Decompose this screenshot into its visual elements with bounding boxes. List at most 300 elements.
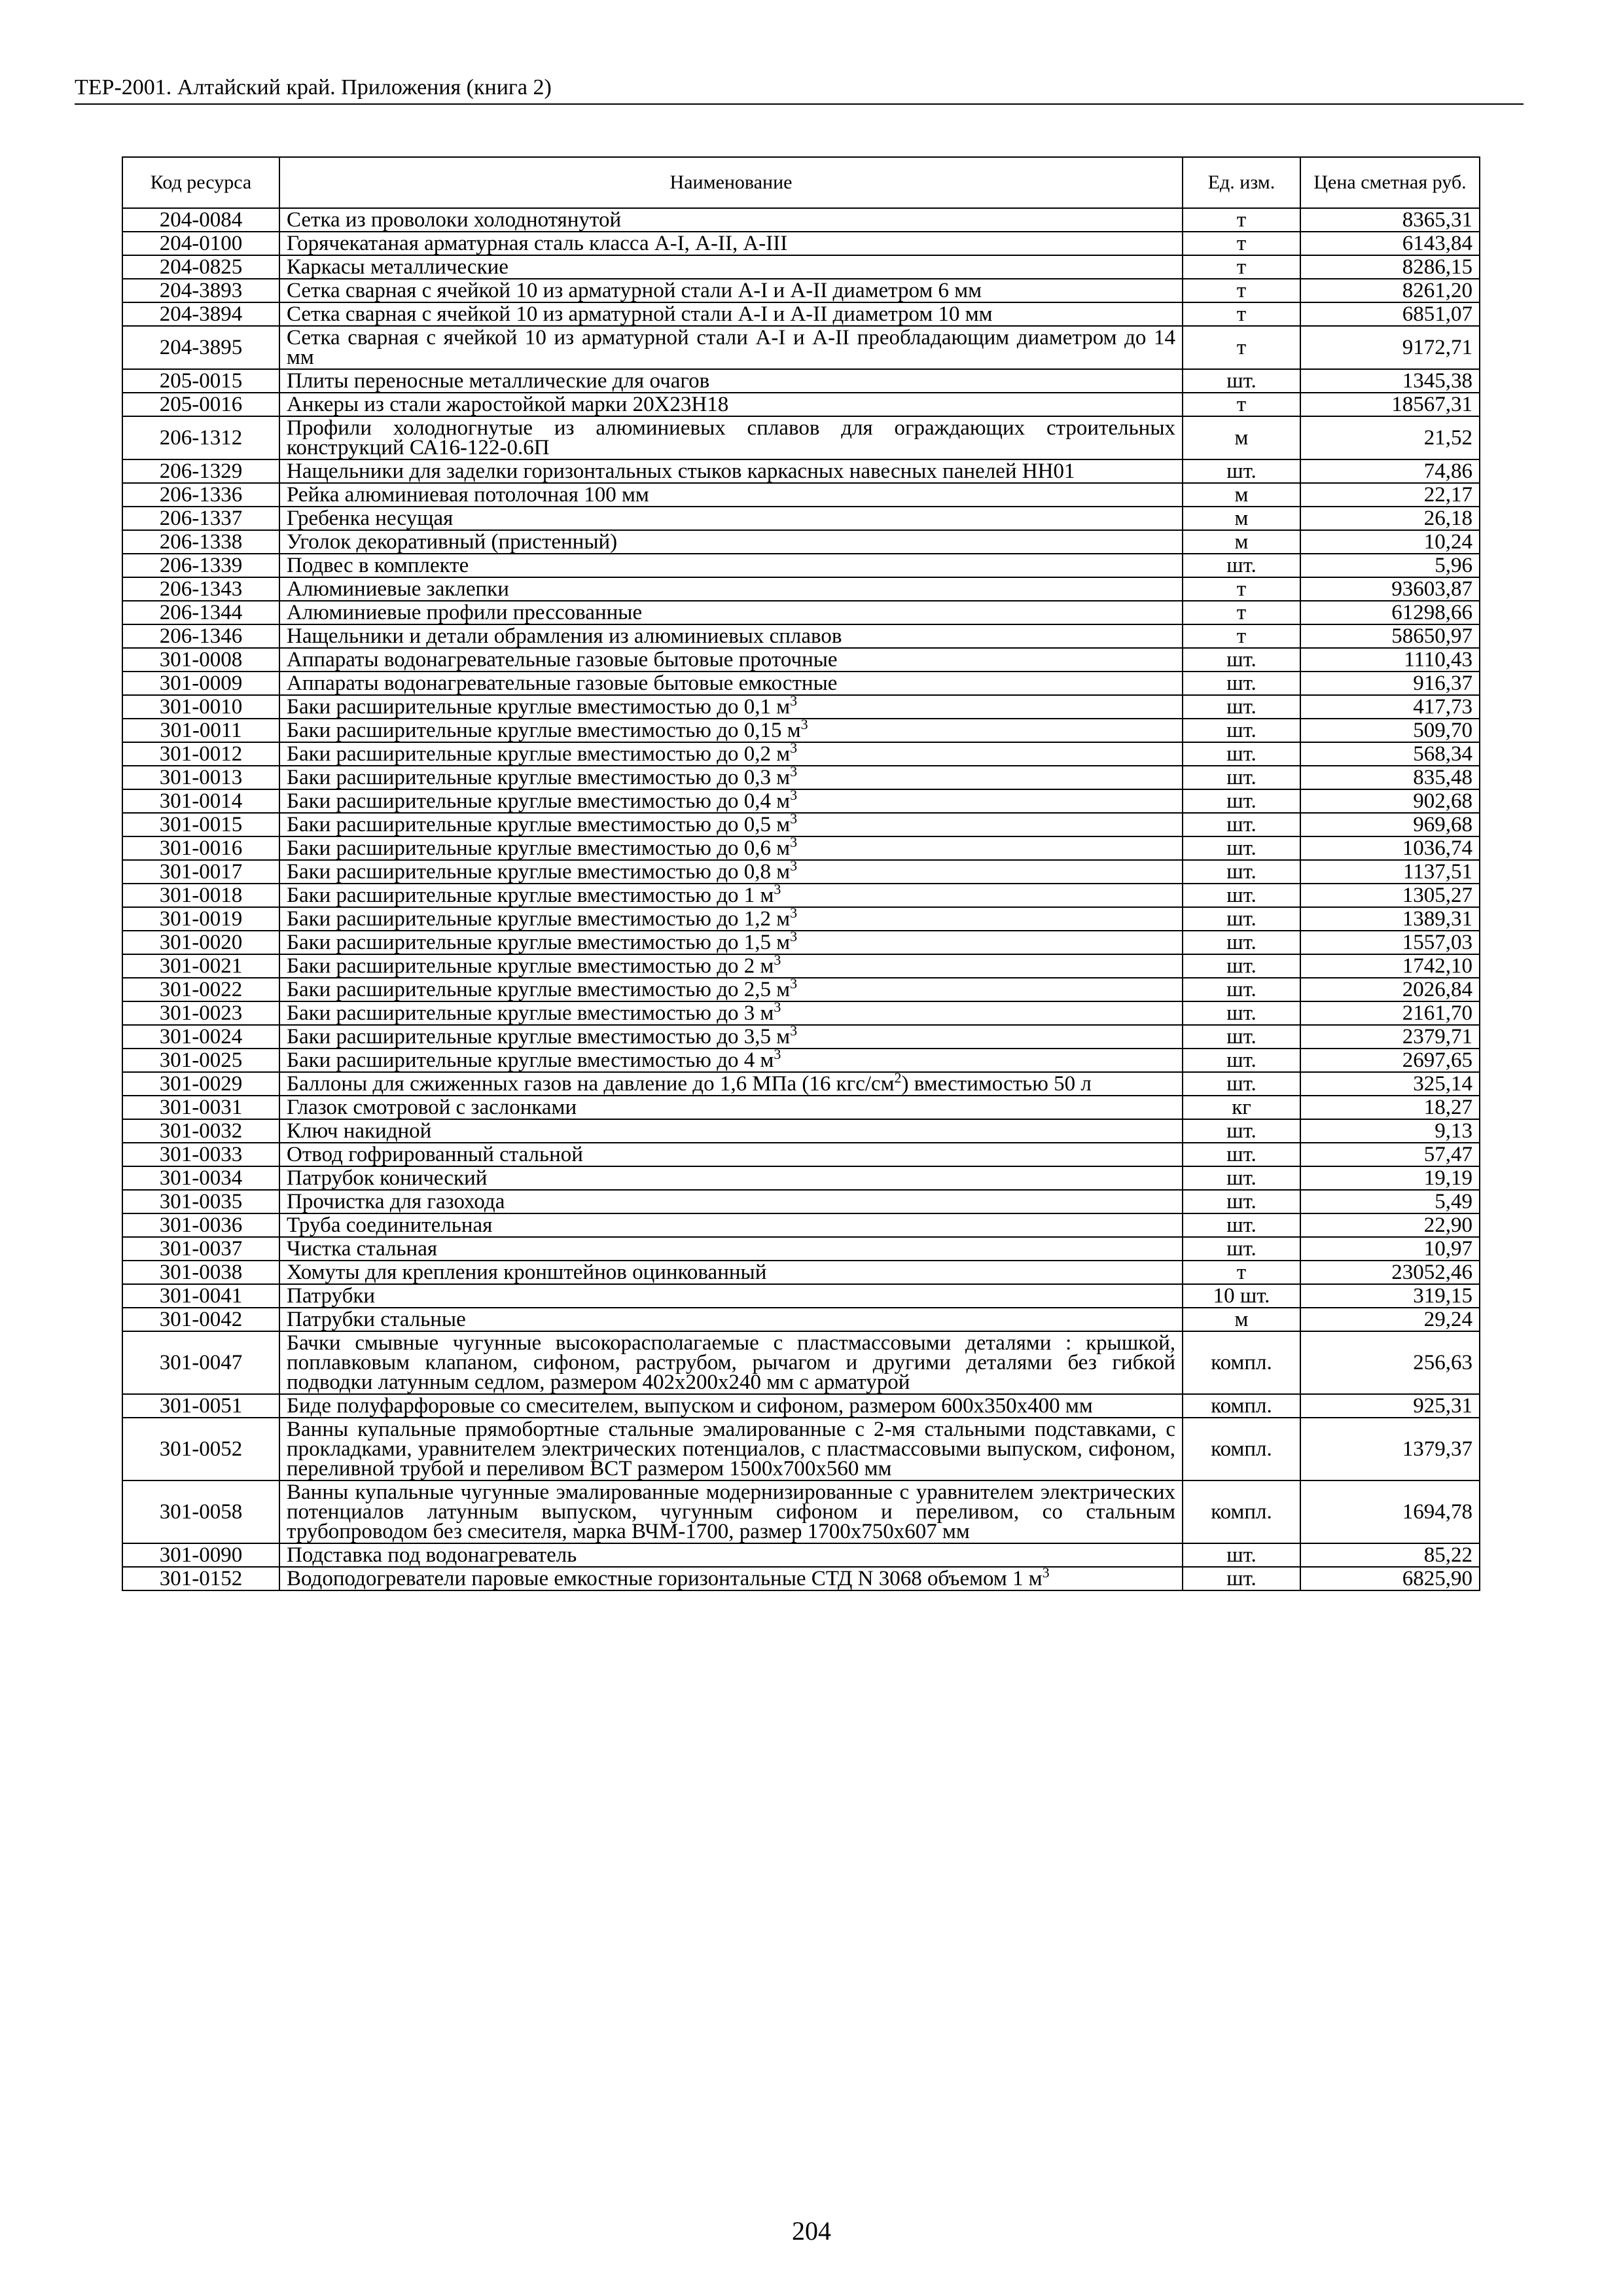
table-row (122, 577, 1480, 601)
resource-name-text: Ключ накидной (287, 1119, 432, 1143)
resource-name (279, 810, 1183, 836)
table-row (122, 507, 1480, 530)
estimated-price: 58650,97 (1300, 624, 1480, 648)
resource-name (279, 1119, 1183, 1143)
estimated-price: 319,15 (1300, 1284, 1480, 1308)
estimated-price: 93603,87 (1300, 577, 1480, 601)
resource-name (279, 1564, 1183, 1590)
unit-of-measure: шт. (1183, 1237, 1300, 1261)
table-row (122, 884, 1480, 907)
resource-name-text: Баки расширительные круглые вместимостью до 0,1 м (287, 695, 791, 719)
resource-code: 301-0022 (122, 978, 279, 1001)
resource-name-text: Баки расширительные круглые вместимостью до 0,6 м (287, 836, 791, 860)
resource-code: 301-0058 (122, 1480, 279, 1543)
table-row (122, 1308, 1480, 1331)
unit-exponent: 3 (774, 952, 781, 968)
estimated-price: 902,68 (1300, 789, 1480, 813)
resource-name (279, 1394, 1183, 1418)
resource-name-text: Аппараты водонагревательные газовые бытовые проточные (287, 648, 838, 672)
resource-name-text: Чистка стальная (287, 1237, 438, 1261)
table-row (122, 907, 1480, 931)
estimated-price: 9172,71 (1300, 326, 1480, 369)
resource-code: 301-0032 (122, 1119, 279, 1143)
estimated-price: 1137,51 (1300, 860, 1480, 884)
resource-code: 206-1346 (122, 624, 279, 648)
resource-code: 301-0009 (122, 672, 279, 695)
resource-name-text: Патрубки стальные (287, 1308, 466, 1331)
resource-code: 301-0018 (122, 884, 279, 907)
table-row (122, 672, 1480, 695)
resource-name-text: Подставка под водонагреватель (287, 1543, 577, 1567)
estimated-price: 10,97 (1300, 1237, 1480, 1261)
estimated-price: 22,90 (1300, 1213, 1480, 1237)
unit-of-measure: компл. (1183, 1331, 1300, 1394)
unit-of-measure: шт. (1183, 695, 1300, 719)
table-row (122, 1567, 1480, 1590)
table-row (122, 1001, 1480, 1025)
estimated-price: 417,73 (1300, 695, 1480, 719)
resource-name (279, 763, 1183, 789)
unit-exponent: 3 (790, 1022, 798, 1039)
unit-of-measure: т (1183, 1261, 1300, 1284)
resource-name (279, 1480, 1183, 1543)
table-row (122, 954, 1480, 978)
resource-name (279, 692, 1183, 719)
resource-name-text: Профили холодногнутые из алюминиевых сплавов для ограждающих строительных конструкций СА16-122-0.6П (287, 416, 1175, 459)
resource-name-text: Баки расширительные круглые вместимостью до 2 м (287, 954, 774, 978)
table-row (122, 1543, 1480, 1567)
resource-name (279, 1308, 1183, 1331)
price-table (122, 156, 1480, 1591)
unit-of-measure: т (1183, 279, 1300, 302)
table-row (122, 860, 1480, 884)
estimated-price: 8286,15 (1300, 255, 1480, 279)
resource-code: 204-0084 (122, 208, 279, 232)
resource-code: 301-0051 (122, 1394, 279, 1418)
resource-code: 301-0019 (122, 907, 279, 931)
unit-of-measure: шт. (1183, 1143, 1300, 1166)
unit-of-measure: шт. (1183, 1567, 1300, 1590)
resource-code: 301-0023 (122, 1001, 279, 1025)
unit-of-measure: шт. (1183, 459, 1300, 483)
resource-code: 301-0015 (122, 813, 279, 836)
resource-name-text: Баки расширительные круглые вместимостью до 1,5 м (287, 931, 791, 954)
resource-name-text: Хомуты для крепления кронштейнов оцинкованный (287, 1261, 767, 1284)
estimated-price: 509,70 (1300, 719, 1480, 742)
estimated-price: 568,34 (1300, 742, 1480, 766)
resource-name-tail: ) вместимостью 50 л (901, 1072, 1092, 1096)
unit-of-measure: шт. (1183, 907, 1300, 931)
resource-code: 206-1339 (122, 554, 279, 577)
table-row (122, 836, 1480, 860)
resource-name (279, 279, 1183, 302)
table-row (122, 1213, 1480, 1237)
resource-name-text: Отвод гофрированный стальной (287, 1143, 583, 1166)
table-row (122, 1025, 1480, 1049)
resource-name (279, 1001, 1183, 1025)
resource-name-text: Гребенка несущая (287, 507, 454, 530)
resource-code: 204-3895 (122, 326, 279, 369)
table-row (122, 719, 1480, 742)
resource-name (279, 648, 1183, 672)
resource-name (279, 1213, 1183, 1237)
table-row (122, 208, 1480, 232)
resource-name (279, 881, 1183, 907)
estimated-price: 6143,84 (1300, 232, 1480, 255)
resource-name-text: Нащельники для заделки горизонтальных стыков каркасных навесных панелей НН01 (287, 459, 1075, 483)
estimated-price: 61298,66 (1300, 601, 1480, 624)
unit-of-measure: м (1183, 507, 1300, 530)
unit-of-measure: шт. (1183, 813, 1300, 836)
estimated-price: 1694,78 (1300, 1480, 1480, 1543)
table-row (122, 302, 1480, 326)
unit-of-measure: шт. (1183, 954, 1300, 978)
unit-of-measure: шт. (1183, 836, 1300, 860)
resource-code: 301-0017 (122, 860, 279, 884)
resource-code: 301-0013 (122, 766, 279, 789)
table-row (122, 530, 1480, 554)
resource-code: 301-0052 (122, 1418, 279, 1480)
table-row (122, 1394, 1480, 1418)
resource-name-text: Биде полуфарфоровые со смесителем, выпуском и сифоном, размером 600х350х400 мм (287, 1394, 1093, 1418)
resource-code: 206-1344 (122, 601, 279, 624)
unit-of-measure: т (1183, 232, 1300, 255)
resource-name-text: Бачки смывные чугунные высокорасполагаемые с пластмассовыми деталями : крышкой, поплавковым клапаном, сифоном, раструбом, рычагом и другими деталями без гибкой подводки латунным седлом, размером 402х200х240 мм с арматурой (287, 1331, 1175, 1394)
unit-of-measure: шт. (1183, 860, 1300, 884)
table-row (122, 1190, 1480, 1213)
estimated-price: 8261,20 (1300, 279, 1480, 302)
unit-of-measure: шт. (1183, 1213, 1300, 1237)
resource-name (279, 716, 1183, 742)
table-row (122, 279, 1480, 302)
resource-name (279, 554, 1183, 577)
resource-name (279, 928, 1183, 954)
resource-name (279, 208, 1183, 232)
resource-code: 301-0016 (122, 836, 279, 860)
estimated-price: 1110,43 (1300, 648, 1480, 672)
unit-exponent: 3 (790, 857, 798, 874)
unit-of-measure: шт. (1183, 1166, 1300, 1190)
table-row (122, 232, 1480, 255)
resource-code: 205-0016 (122, 393, 279, 416)
resource-name (279, 369, 1183, 393)
table-row (122, 1166, 1480, 1190)
table-row (122, 766, 1480, 789)
resource-name-text: Баки расширительные круглые вместимостью до 2,5 м (287, 978, 791, 1001)
table-row (122, 813, 1480, 836)
running-header: ТЕР-2001. Алтайский край. Приложения (книга 2) (75, 73, 1524, 105)
estimated-price: 2379,71 (1300, 1025, 1480, 1049)
resource-name-text: Баки расширительные круглые вместимостью до 3 м (287, 1001, 774, 1025)
estimated-price: 1345,38 (1300, 369, 1480, 393)
resource-code: 301-0033 (122, 1143, 279, 1166)
unit-of-measure: м (1183, 1308, 1300, 1331)
resource-code: 301-0034 (122, 1166, 279, 1190)
resource-name (279, 954, 1183, 978)
unit-exponent: 3 (790, 810, 798, 827)
resource-name (279, 577, 1183, 601)
resource-name (279, 483, 1183, 507)
unit-of-measure: шт. (1183, 1543, 1300, 1567)
resource-code: 301-0047 (122, 1331, 279, 1394)
estimated-price: 2161,70 (1300, 1001, 1480, 1025)
column-header-code: Код ресурса (122, 157, 279, 208)
unit-of-measure: шт. (1183, 719, 1300, 742)
estimated-price: 29,24 (1300, 1308, 1480, 1331)
unit-of-measure: шт. (1183, 742, 1300, 766)
estimated-price: 9,13 (1300, 1119, 1480, 1143)
resource-name (279, 232, 1183, 255)
estimated-price: 1742,10 (1300, 954, 1480, 978)
resource-name-text: Горячекатаная арматурная сталь класса А-I, А-II, А-III (287, 232, 788, 255)
table-row (122, 483, 1480, 507)
resource-code: 204-0825 (122, 255, 279, 279)
unit-of-measure: 10 шт. (1183, 1284, 1300, 1308)
resource-code: 301-0008 (122, 648, 279, 672)
resource-name-text: Уголок декоративный (пристенный) (287, 530, 618, 554)
resource-code: 206-1312 (122, 416, 279, 459)
table-row (122, 1119, 1480, 1143)
resource-name-text: Анкеры из стали жаростойкой марки 20Х23Н18 (287, 393, 729, 416)
estimated-price: 325,14 (1300, 1072, 1480, 1096)
resource-name (279, 416, 1183, 459)
estimated-price: 18,27 (1300, 1096, 1480, 1119)
resource-name-text: Сетка сварная с ячейкой 10 из арматурной стали А-I и А-II диаметром 6 мм (287, 279, 982, 302)
resource-code: 301-0152 (122, 1567, 279, 1590)
resource-name (279, 1237, 1183, 1261)
resource-code: 206-1343 (122, 577, 279, 601)
table-row (122, 1096, 1480, 1119)
table-row (122, 601, 1480, 624)
resource-code: 301-0012 (122, 742, 279, 766)
resource-name-text: Баки расширительные круглые вместимостью до 0,8 м (287, 860, 791, 884)
unit-exponent: 3 (790, 692, 798, 709)
unit-of-measure: шт. (1183, 1049, 1300, 1072)
table-header-row (122, 157, 1480, 208)
estimated-price: 21,52 (1300, 416, 1480, 459)
resource-code: 301-0031 (122, 1096, 279, 1119)
resource-name (279, 1143, 1183, 1166)
estimated-price: 835,48 (1300, 766, 1480, 789)
resource-name (279, 1331, 1183, 1394)
estimated-price: 10,24 (1300, 530, 1480, 554)
table-row (122, 459, 1480, 483)
unit-of-measure: шт. (1183, 554, 1300, 577)
column-header-unit: Ед. изм. (1183, 157, 1300, 208)
resource-name (279, 1046, 1183, 1072)
resource-code: 205-0015 (122, 369, 279, 393)
resource-name (279, 1261, 1183, 1284)
resource-name-text: Подвес в комплекте (287, 554, 469, 577)
unit-of-measure: т (1183, 208, 1300, 232)
resource-name-text: Баки расширительные круглые вместимостью до 0,3 м (287, 766, 791, 789)
unit-of-measure: т (1183, 255, 1300, 279)
table-row (122, 416, 1480, 459)
table-row (122, 1418, 1480, 1480)
unit-exponent: 3 (790, 740, 798, 756)
table-row (122, 255, 1480, 279)
unit-of-measure: м (1183, 416, 1300, 459)
unit-exponent: 3 (774, 999, 781, 1015)
estimated-price: 85,22 (1300, 1543, 1480, 1567)
resource-name-text: Прочистка для газохода (287, 1190, 505, 1213)
unit-of-measure: шт. (1183, 1119, 1300, 1143)
table-row (122, 648, 1480, 672)
table-row (122, 326, 1480, 369)
estimated-price: 1036,74 (1300, 836, 1480, 860)
unit-of-measure: шт. (1183, 766, 1300, 789)
unit-of-measure: кг (1183, 1096, 1300, 1119)
estimated-price: 5,49 (1300, 1190, 1480, 1213)
unit-exponent: 3 (1042, 1564, 1050, 1581)
resource-code: 301-0038 (122, 1261, 279, 1284)
unit-exponent: 3 (790, 763, 798, 780)
resource-name (279, 1096, 1183, 1119)
table-row (122, 1261, 1480, 1284)
table-row (122, 1049, 1480, 1072)
column-header-name: Наименование (279, 157, 1183, 208)
resource-name-text: Плиты переносные металлические для очагов (287, 369, 710, 393)
estimated-price: 1389,31 (1300, 907, 1480, 931)
unit-of-measure: шт. (1183, 884, 1300, 907)
estimated-price: 969,68 (1300, 813, 1480, 836)
unit-exponent: 3 (790, 787, 798, 803)
resource-name (279, 326, 1183, 369)
table-row (122, 624, 1480, 648)
table-row (122, 1284, 1480, 1308)
resource-name-text: Аппараты водонагревательные газовые бытовые емкостные (287, 672, 838, 695)
resource-code: 301-0041 (122, 1284, 279, 1308)
resource-code: 301-0025 (122, 1049, 279, 1072)
estimated-price: 6825,90 (1300, 1567, 1480, 1590)
resource-name-text: Сетка из проволоки холоднотянутой (287, 208, 622, 232)
estimated-price: 916,37 (1300, 672, 1480, 695)
resource-name-text: Ванны купальные прямобортные стальные эмалированные с 2-мя стальными подставками, с прокладками, уравнителем электрических потенциалов, с пластмассовыми выпуском, сифоном, переливной трубой и переливом ВСТ размером 1500х700х560 мм (287, 1418, 1175, 1480)
resource-name-text: Баки расширительные круглые вместимостью до 3,5 м (287, 1025, 791, 1049)
resource-code: 301-0029 (122, 1072, 279, 1096)
unit-exponent: 2 (894, 1069, 902, 1086)
resource-name-text: Алюминиевые профили прессованные (287, 601, 643, 624)
resource-name-text: Каркасы металлические (287, 255, 508, 279)
resource-name-text: Рейка алюминиевая потолочная 100 мм (287, 483, 649, 507)
table-row (122, 554, 1480, 577)
unit-of-measure: шт. (1183, 1025, 1300, 1049)
resource-name (279, 459, 1183, 483)
estimated-price: 256,63 (1300, 1331, 1480, 1394)
resource-name-text: Патрубок конический (287, 1166, 488, 1190)
estimated-price: 2697,65 (1300, 1049, 1480, 1072)
resource-name (279, 601, 1183, 624)
unit-of-measure: т (1183, 577, 1300, 601)
column-header-price: Цена сметная руб. (1300, 157, 1480, 208)
unit-of-measure: м (1183, 530, 1300, 554)
unit-of-measure: т (1183, 302, 1300, 326)
resource-code: 301-0042 (122, 1308, 279, 1331)
unit-exponent: 3 (774, 1046, 781, 1062)
resource-name-text: Баки расширительные круглые вместимостью до 4 м (287, 1049, 774, 1072)
table-row (122, 742, 1480, 766)
unit-of-measure: т (1183, 393, 1300, 416)
table-body (122, 208, 1480, 1590)
resource-code: 206-1329 (122, 459, 279, 483)
resource-code: 206-1336 (122, 483, 279, 507)
resource-code: 301-0037 (122, 1237, 279, 1261)
resource-name (279, 975, 1183, 1001)
table-row (122, 393, 1480, 416)
unit-of-measure: т (1183, 624, 1300, 648)
resource-name (279, 1022, 1183, 1049)
resource-code: 206-1337 (122, 507, 279, 530)
unit-of-measure: шт. (1183, 1190, 1300, 1213)
estimated-price: 2026,84 (1300, 978, 1480, 1001)
resource-name-text: Глазок смотровой с заслонками (287, 1096, 577, 1119)
estimated-price: 8365,31 (1300, 208, 1480, 232)
resource-code: 301-0024 (122, 1025, 279, 1049)
resource-name (279, 1166, 1183, 1190)
resource-code: 301-0036 (122, 1213, 279, 1237)
resource-code: 301-0021 (122, 954, 279, 978)
resource-code: 301-0014 (122, 789, 279, 813)
estimated-price: 19,19 (1300, 1166, 1480, 1190)
resource-name-text: Алюминиевые заклепки (287, 577, 509, 601)
resource-name (279, 789, 1183, 813)
estimated-price: 1305,27 (1300, 884, 1480, 907)
unit-of-measure: шт. (1183, 672, 1300, 695)
unit-of-measure: шт. (1183, 1072, 1300, 1096)
table-row (122, 1143, 1480, 1166)
table-row (122, 931, 1480, 954)
estimated-price: 1379,37 (1300, 1418, 1480, 1480)
resource-name-text: Сетка сварная с ячейкой 10 из арматурной стали А-I и А-II диаметром 10 мм (287, 302, 993, 326)
table-row (122, 695, 1480, 719)
estimated-price: 23052,46 (1300, 1261, 1480, 1284)
unit-of-measure: шт. (1183, 369, 1300, 393)
unit-of-measure: шт. (1183, 931, 1300, 954)
resource-name (279, 1284, 1183, 1308)
unit-of-measure: шт. (1183, 1001, 1300, 1025)
resource-name (279, 393, 1183, 416)
resource-name (279, 742, 1183, 766)
unit-exponent: 3 (774, 881, 781, 897)
resource-name-text: Патрубки (287, 1284, 376, 1308)
resource-name (279, 1190, 1183, 1213)
resource-name-text: Баки расширительные круглые вместимостью до 1,2 м (287, 907, 791, 931)
resource-name (279, 1069, 1183, 1096)
estimated-price: 74,86 (1300, 459, 1480, 483)
resource-name (279, 907, 1183, 931)
resource-code: 301-0020 (122, 931, 279, 954)
table-row (122, 369, 1480, 393)
resource-name (279, 836, 1183, 860)
unit-of-measure: шт. (1183, 978, 1300, 1001)
unit-of-measure: компл. (1183, 1394, 1300, 1418)
resource-code: 301-0035 (122, 1190, 279, 1213)
resource-code: 301-0011 (122, 719, 279, 742)
unit-of-measure: компл. (1183, 1480, 1300, 1543)
unit-of-measure: т (1183, 601, 1300, 624)
resource-code: 301-0010 (122, 695, 279, 719)
estimated-price: 1557,03 (1300, 931, 1480, 954)
resource-name-text: Ванны купальные чугунные эмалированные модернизированные с уравнителем электрических потенциалов латунным выпуском, чугунным сифоном и переливом, со стальным трубопроводом без смесителя, марка ВЧМ-1700, размер 1700х750х607 мм (287, 1480, 1175, 1543)
unit-exponent: 3 (790, 928, 798, 944)
table-row (122, 1331, 1480, 1394)
table-row (122, 1480, 1480, 1543)
resource-name-text: Баки расширительные круглые вместимостью до 0,15 м (287, 719, 801, 742)
unit-exponent: 3 (790, 975, 798, 992)
estimated-price: 22,17 (1300, 483, 1480, 507)
resource-code: 206-1338 (122, 530, 279, 554)
estimated-price: 6851,07 (1300, 302, 1480, 326)
